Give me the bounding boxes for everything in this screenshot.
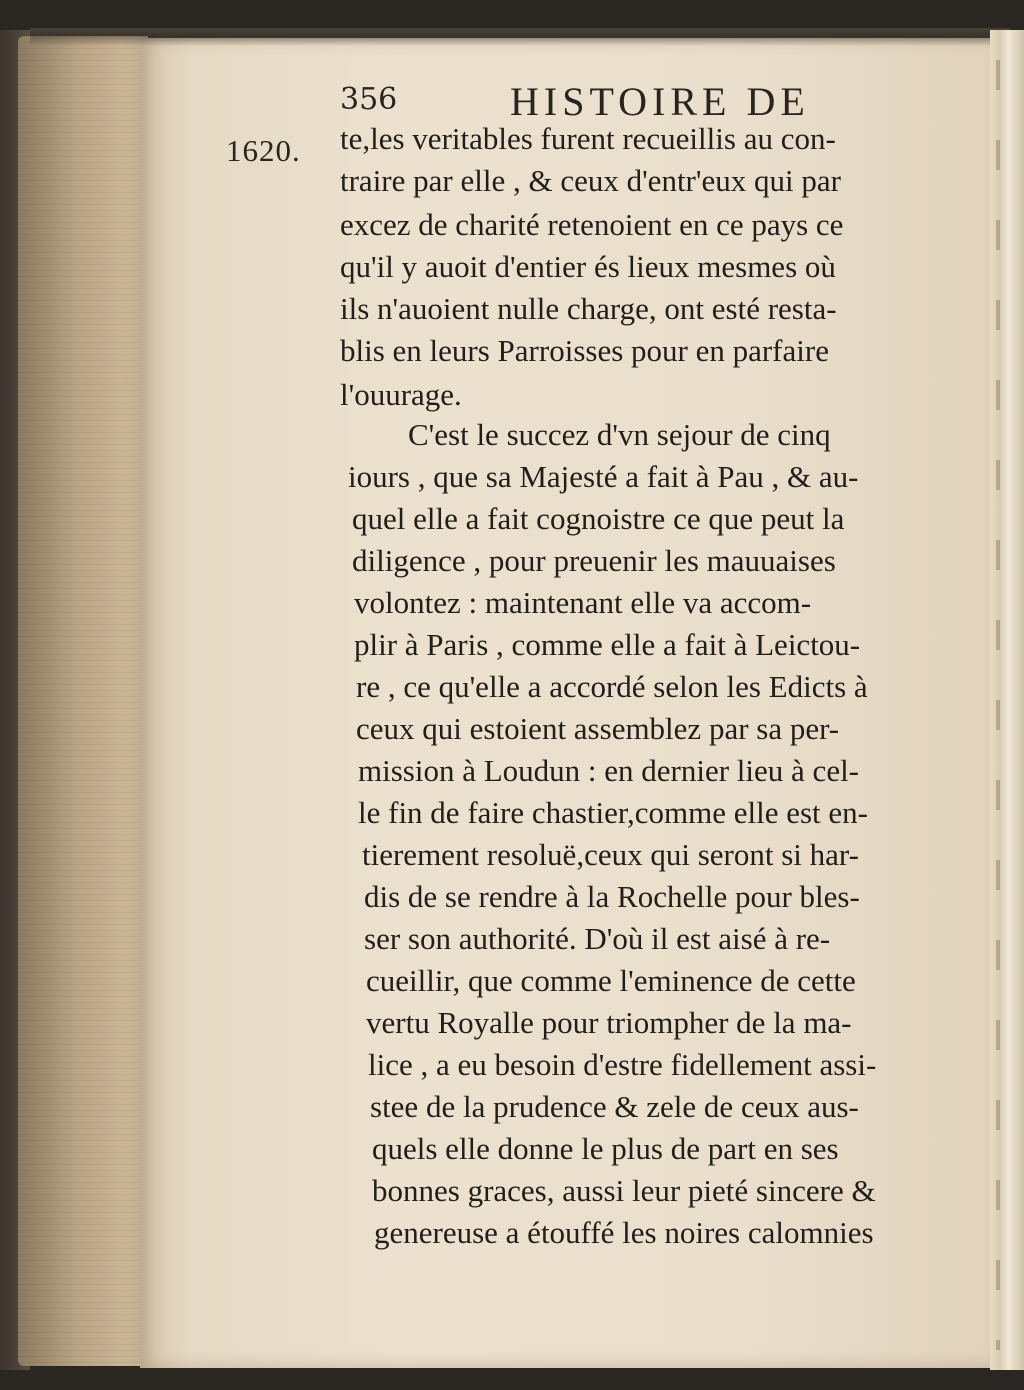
text-line: traire par elle , & ceux d'entr'eux qui par <box>340 163 841 198</box>
text-line: te,les veritables furent recueillis au con- <box>340 121 836 156</box>
text-line: genereuse a étouffé les noires calomnies <box>374 1215 874 1250</box>
text-line: C'est le succez d'vn sejour de cinq <box>408 417 831 452</box>
text-line: plir à Paris , comme elle a fait à Leictou- <box>354 627 861 662</box>
text-line: stee de la prudence & zele de ceux aus- <box>370 1089 859 1124</box>
text-line: re , ce qu'elle a accordé selon les Edicts à <box>356 669 868 704</box>
text-line: dis de se rendre à la Rochelle pour bles- <box>364 879 860 914</box>
text-line: lice , a eu besoin d'estre fidellement assi- <box>368 1047 877 1082</box>
text-line: ceux qui estoient assemblez par sa per- <box>356 711 840 746</box>
margin-year: 1620. <box>226 133 301 168</box>
page-number: 356 <box>340 82 398 117</box>
running-title: HISTOIRE DE <box>510 79 810 124</box>
text-line: vertu Royalle pour triompher de la ma- <box>366 1005 852 1040</box>
top-shadow <box>30 28 1010 46</box>
text-line: qu'il y auoit d'entier és lieux mesmes où <box>340 249 836 284</box>
text-line: excez de charité retenoient en ce pays ce <box>340 207 844 242</box>
text-line: ser son authorité. D'où il est aisé à re- <box>364 921 831 956</box>
page-stack-right-lines <box>996 60 1000 1350</box>
text-line: quel elle a fait cognoistre ce que peut la <box>352 501 845 536</box>
text-line: diligence , pour preuenir les mauuaises <box>352 543 836 578</box>
text-line: le fin de faire chastier,comme elle est en- <box>358 795 869 830</box>
text-line: iours , que sa Majesté a fait à Pau , & au- <box>348 459 859 494</box>
text-line: quels elle donne le plus de part en ses <box>372 1131 839 1166</box>
text-line: volontez : maintenant elle va accom- <box>354 585 812 620</box>
text-line: cueillir, que comme l'eminence de cette <box>366 963 856 998</box>
text-line: l'ouurage. <box>340 377 462 412</box>
page-stack-left <box>18 36 148 1366</box>
text-line: bonnes graces, aussi leur pieté sincere & <box>372 1173 876 1208</box>
text-line: tierement resoluë,ceux qui seront si har- <box>362 837 859 872</box>
text-line: mission à Loudun : en dernier lieu à cel- <box>358 753 860 788</box>
text-line: blis en leurs Parroisses pour en parfaire <box>340 333 829 368</box>
text-line: ils n'auoient nulle charge, ont esté resta- <box>340 291 837 326</box>
